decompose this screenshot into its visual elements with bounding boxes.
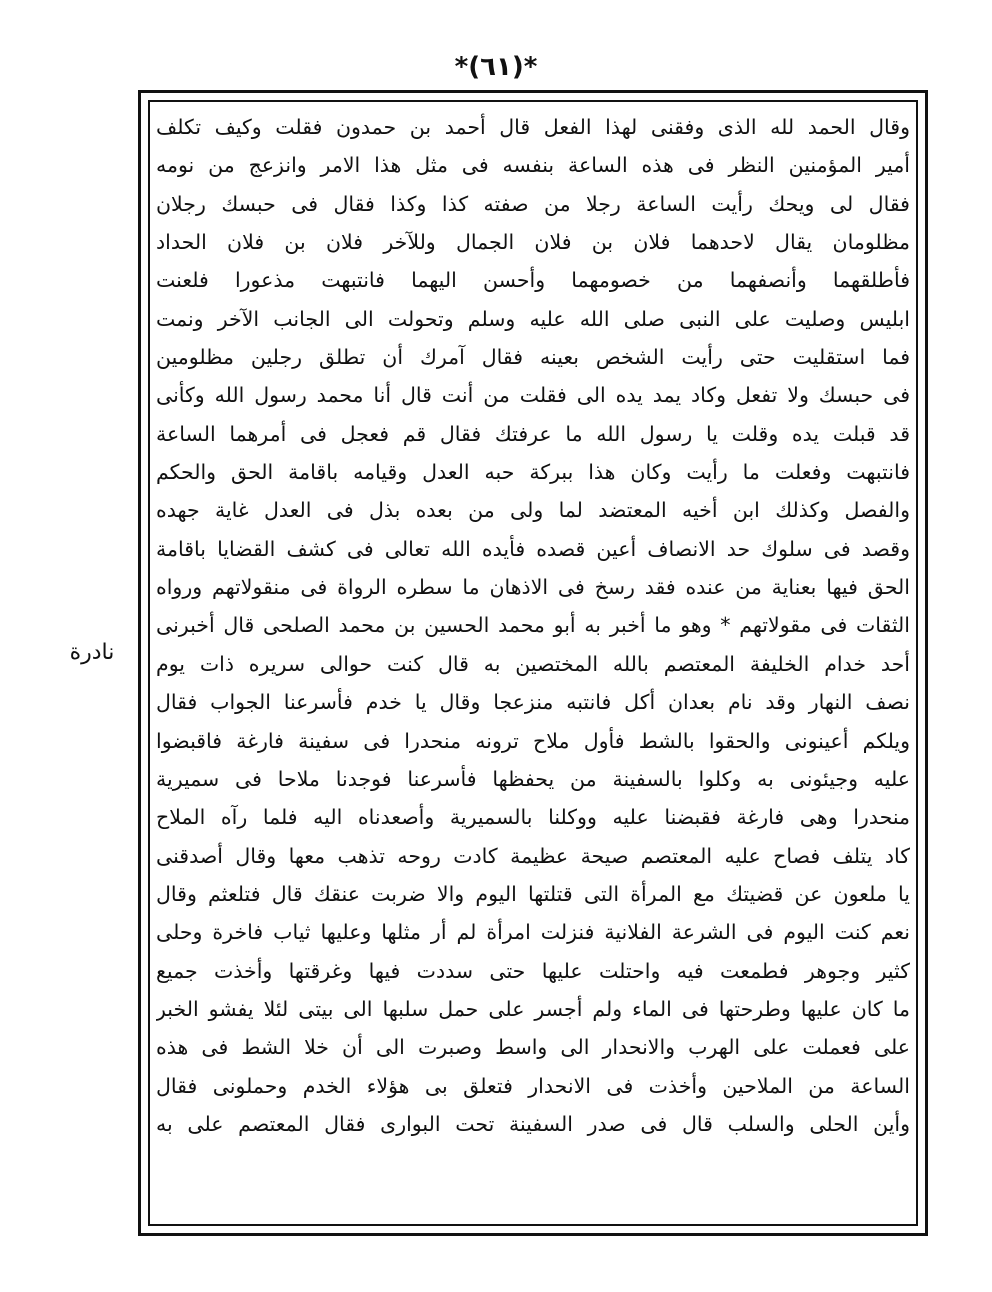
text-line: فقال لى ويحك رأيت الساعة رجلا من صفته كذا وكذا فقال فى حبسك رجلان xyxy=(156,191,910,216)
text-line: على فعملت على الهرب والانحدار الى واسط وصبرت الى أن خلا الشط فى هذه xyxy=(156,1035,910,1060)
text-line: ما كان عليها وطرحتها فى الماء ولم أجسر على حمل سلبها الى بيتى لئلا يفشو الخبر xyxy=(156,996,910,1021)
text-line: منحدرا وهى فارغة فقبضنا عليه ووكلنا بالسميرية وأصعدناه اليه فلما رآه الملاح xyxy=(156,805,910,830)
text-line: أمير المؤمنين النظر فى هذه الساعة بنفسه فى مثل هذا الامر وانزعج من نومه xyxy=(156,153,910,178)
text-line: فأطلقهما وأنصفهما من خصومهما وأحسن اليهما فانتبهت مذعورا فلعنت xyxy=(156,268,910,293)
text-line: وقال الحمد لله الذى وفقنى لهذا الفعل قال أحمد بن حمدون فقلت وكيف تكلف xyxy=(156,115,910,139)
text-line: وقصد فى سلوك حد الانصاف أعين قصده فأيده الله تعالى فى كشف القضايا باقامة xyxy=(156,536,910,561)
text-line: مظلومان يقال لاحدهما فلان بن فلان الجمال وللآخر فلان بن فلان الحداد xyxy=(156,230,910,255)
text-line: ابليس وصليت على النبى صلى الله عليه وسلم وتحولت الى الجانب الآخر ونمت xyxy=(156,306,910,331)
text-line: نعم كنت اليوم فى الشرعة الفلانية فنزلت امرأة لم أر مثلها وعليها ثياب فاخرة وحلى xyxy=(156,920,910,945)
text-line: فانتبهت وفعلت ما رأيت وكان هذا ببركة حبه العدل وقيامه باقامة الحق والحكم xyxy=(156,460,910,485)
text-line: والفصل وكذلك ابن أخيه المعتضد لما ولى من بعده بذل فى العدل غاية جهده xyxy=(156,498,910,523)
page-number: *(٦١)* xyxy=(454,52,538,82)
text-line: يا ملعون عن قضيتك مع المرأة التى قتلتها اليوم والا ضربت عنقك قال فتلعثم وقال xyxy=(156,881,910,906)
text-line: فما استقليت حتى رأيت الشخص بعينه فقال آمرك أن تطلق رجلين مظلومين xyxy=(156,345,910,370)
main-text-block xyxy=(156,108,910,1220)
text-line: قد قبلت يده وقلت يا رسول الله ما عرفتك فقال قم فعجل فى أمرهما الساعة xyxy=(156,421,910,446)
text-line: كاد يتلف فصاح عليه المعتصم صيحة عظيمة كادت روحه تذهب معها وقال أصدقنى xyxy=(156,843,910,868)
text-line: وأين الحلى والسلب قال فى صدر السفينة تحت البوارى فقال المعتصم على به xyxy=(156,1111,910,1136)
text-line: فى حبسك ولا تفعل وكاد يمد يده الى فقلت من أنت قال أنا محمد رسول الله وكأنى xyxy=(156,383,910,408)
text-line: ويلكم أعينونى والحقوا بالشط فأول ملاح ترونه منحدرا فى سفينة فارغة فاقبضوا xyxy=(156,728,910,753)
text-line: الساعة من الملاحين وأخذت فى الانحدار فتعلق بى هؤلاء الخدم وحملونى فقال xyxy=(156,1073,910,1098)
text-line: كثير وجوهر فطمعت فيه واحتلت عليها حتى سددت فيها وغرقتها وأخذت جميع xyxy=(156,958,910,983)
text-line: نصف النهار وقد نام بعدان أكل فانتبه منزعجا وقال يا خدم فأسرعنا الجواب فقال xyxy=(156,690,910,715)
text-line: أحد خدام الخليفة المعتصم بالله المختصين به قال كنت حوالى سريره ذات يوم xyxy=(156,651,910,676)
text-line: عليه وجيئونى به وكلوا بالسفينة من يحفظها فأسرعنا فوجدنا ملاحا فى سميرية xyxy=(156,766,910,791)
text-line: الحق فيها بعناية من عنده فقد رسخ فى الاذهان ما سطره الرواة فى منقولاتهم ورواه xyxy=(156,575,910,600)
margin-note: نادرة xyxy=(69,640,115,665)
text-line: الثقات فى مقولاتهم * وهو ما أخبر به أبو محمد الحسين بن محمد الصلحى قال أخبرنى xyxy=(156,613,910,638)
